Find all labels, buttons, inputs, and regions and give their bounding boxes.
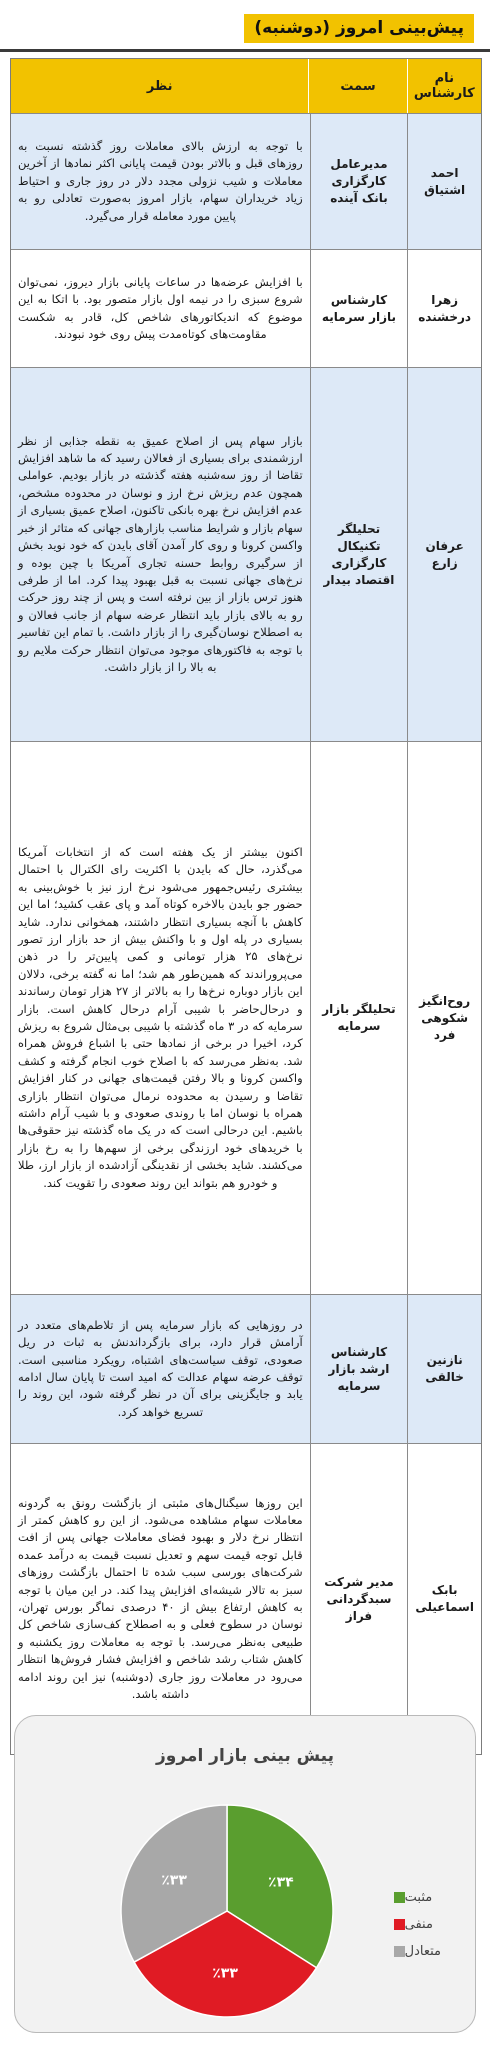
- expert-name: احمد اشتیاق: [407, 114, 481, 249]
- expert-role: کارشناس بازار سرمایه: [310, 250, 408, 367]
- legend-item: [387, 1911, 441, 1938]
- expert-view: با توجه به ارزش بالای معاملات روز گذشته نسبت به روزهای قبل و بالاتر بودن قیمت پایانی اکثر نمادها از آخرین معاملات و شیب نزولی مجدد دلار در روز جاری و احتیاط زیاد خریداران سهام، بازار امروز به‌صورت تعادلی رو به پایین مورد معامله قرار می‌گیرد.: [11, 114, 310, 249]
- page-header: [0, 6, 490, 52]
- expert-view: اکنون بیشتر از یک هفته است که از انتخابات آمریکا می‌گذرد، حال که بایدن با اکثریت رای الکترال با احتمال بیشتری رئیس‌جمهور می‌شود نرخ ارز نیز با خوش‌بینی به حضور جو بایدن بالاخره کوتاه آمد و پای عقب کشید؛ اما این کاهش با آنچه بسیاری انتظار داشتند، همخوانی ندارد. شاید بسیاری در پله اول و با واکنش بیش از حد بازار ارز تصور نرخ‌های ۲۵ هزار تومانی و کمی پایین‌تر را در ذهن می‌پروراندند که همین‌طور هم شد؛ اما نه گفته برخی، دلالان این بازار دوباره نرخ‌ها را به بالاتر از ۲۷ هزار تومان رساندند و درحال‌حاضر با شیبی آرام درحال کاهش است. بازار سرمایه که در ۳ ماه گذشته با شیبی بی‌مثال شروع به ریزش کرد، اخیرا در برخی از نمادها حتی با اشباع فروش همراه شد. به‌نظر می‌رسد که با اصلاح خوب انجام گرفته و کشف واکسن کرونا و بالا رفتن قیمت‌های جهانی در کنار افزایش تقاضا و رسیدن به محدوده نرمال می‌توان انتظار بازاری همراه با نوسان اما با روندی صعودی و با شیب آرام داشته باشیم. این درحالی است که در یک ماه گذشته نیز حقوقی‌ها با خریدهای خود ارزندگی برخی از سهم‌ها را به رخ بازار می‌کشند. شاید بخشی از نقدینگی آزادشده از بازار ارز، طلا و خودرو هم بتواند این روند صعودی را تقویت کند.: [11, 742, 310, 1294]
- expert-view: این روزها سیگنال‌های مثبتی از بازگشت رونق به گردونه معاملات سهام مشاهده می‌شود. از این رو کاهش کمتر از انتظار نرخ دلار و بهبود فضای معاملات جهانی پس از افت قابل توجه قیمت سهم و تعدیل نسبت قیمت به درآمد عمده شرکت‌های بورسی سبب شده تا احتمال بازگشت روزهای سبز به تالار شیشه‌ای افزایش پیدا کند. در این میان با توجه به کاهش ارتفاع بیش از ۴۰ درصدی نماگر بورس تهران، نوسان در سطوح فعلی و به اصطلاح کف‌سازی شاخص کل طبیعی به‌نظر می‌رسد. با توجه به معاملات روز یکشنبه و کاهش شتاب رشد شاخص و افزایش فشار فروش‌ها انتظار می‌رود در معاملات روز جاری (دوشنبه) نیز این روند ادامه داشته باشد.: [11, 1444, 310, 1754]
- expert-name: عرفان زارع: [407, 368, 481, 741]
- expert-name: زهرا درخشنده: [407, 250, 481, 367]
- expert-name: روح‌انگیز شکوهی فرد: [407, 742, 481, 1294]
- expert-role: مدیرعامل کارگزاری بانک آینده: [310, 114, 408, 249]
- expert-name: بابک اسماعیلی: [407, 1444, 481, 1754]
- slice-data-label: ٪۳۳: [161, 1872, 187, 1889]
- expert-role: تحلیلگر تکنیکال کارگزاری اقتصاد بیدار: [310, 368, 408, 741]
- legend-swatch: [394, 1946, 405, 1957]
- chart-legend: [387, 1884, 441, 1965]
- expert-view: با افزایش عرضه‌ها در ساعات پایانی بازار دیروز، نمی‌توان شروع سبزی را در نیمه اول بازار متصور بود. با اتکا به این موضوع که اندیکاتورهای شاخص کل، قادر به شکست مقاومت‌های کوتاه‌مدت پیش روی خود نبودند.: [11, 250, 310, 367]
- table-row: [11, 1443, 481, 1754]
- expert-view: در روزهایی که بازار سرمایه پس از تلاطم‌های متعدد در آرامش قرار دارد، برای بازگرداندنش به ثبات در ریل صعودی، توقف سیاست‌های اشتباه، رویکرد مناسبی است. توقف عرضه سهام عدالت که امید است تا پایان سال ادامه یابد و جایگزینی برای آن در نظر گرفته شود، این روند را تسریع خواهد کرد.: [11, 1295, 310, 1443]
- header-role: سمت: [308, 59, 406, 113]
- header-name: نام کارشناس: [407, 59, 481, 113]
- legend-label: مثبت: [404, 1890, 433, 1905]
- table-header: [11, 59, 481, 113]
- expert-view: بازار سهام پس از اصلاح عمیق به نقطه جذابی از نظر ارزشمندی برای بسیاری از فعالان رسید که ما شاهد افزایش تقاضا از روز سه‌شنبه هفته گذشته در بازار بودیم. عواملی همچون عدم ریزش نرخ ارز و نوسان در محدوده مشخص، عدم افزایش نرخ بهره بانکی تاکنون، اصلاح عمیق بسیاری از سهام بازار و شرایط مناسب بازارهای جهانی که متاثر از خبر واکسن کرونا و روی کار آمدن آقای بایدن که خود نوید بخش از سرگیری روابط حسنه تجاری آمریکا با چین بوده و نرخ‌های جهانی نسبت به قبل بهبود پیدا کرد. اما از طرفی هنوز ترس بازار از بین نرفته است و پس از چند روز حرکت رو به بالای بازار باید انتظار عرضه سهام از جانب فعالان و به اصطلاح نوسان‌گیری را از بازار داشت. با تمام این تفاسیر با توجه به فاکتورهای موجود می‌توان انتظار حرکت ملایم رو به بالا را از بازار داشت.: [11, 368, 310, 741]
- legend-swatch: [394, 1919, 405, 1930]
- header-view: نظر: [146, 78, 173, 94]
- expert-role: تحلیلگر بازار سرمایه: [310, 742, 408, 1294]
- expert-name: نازنین خالقی: [407, 1295, 481, 1443]
- table-row: [11, 741, 481, 1294]
- legend-item: [387, 1938, 441, 1965]
- forecast-table: [10, 58, 482, 1755]
- table-row: [11, 249, 481, 367]
- table-row: [11, 367, 481, 741]
- chart-title: پیش بینی بازار امروز: [155, 1746, 335, 1766]
- expert-role: مدیر شرکت سبدگردانی فراز: [310, 1444, 408, 1754]
- page-title: پیش‌بینی امروز (دوشنبه): [244, 14, 474, 43]
- slice-data-label: ٪۳۴: [268, 1874, 294, 1891]
- slice-data-label: ٪۳۳: [212, 1965, 238, 1982]
- table-row: [11, 113, 481, 249]
- legend-label: منفی: [404, 1917, 433, 1932]
- legend-swatch: [394, 1892, 405, 1903]
- forecast-chart: [14, 1715, 476, 2033]
- legend-label: متعادل: [404, 1944, 441, 1959]
- expert-role: کارشناس ارشد بازار سرمایه: [310, 1295, 408, 1443]
- table-row: [11, 1294, 481, 1443]
- legend-item: [387, 1884, 441, 1911]
- pie-chart: [15, 1716, 477, 2034]
